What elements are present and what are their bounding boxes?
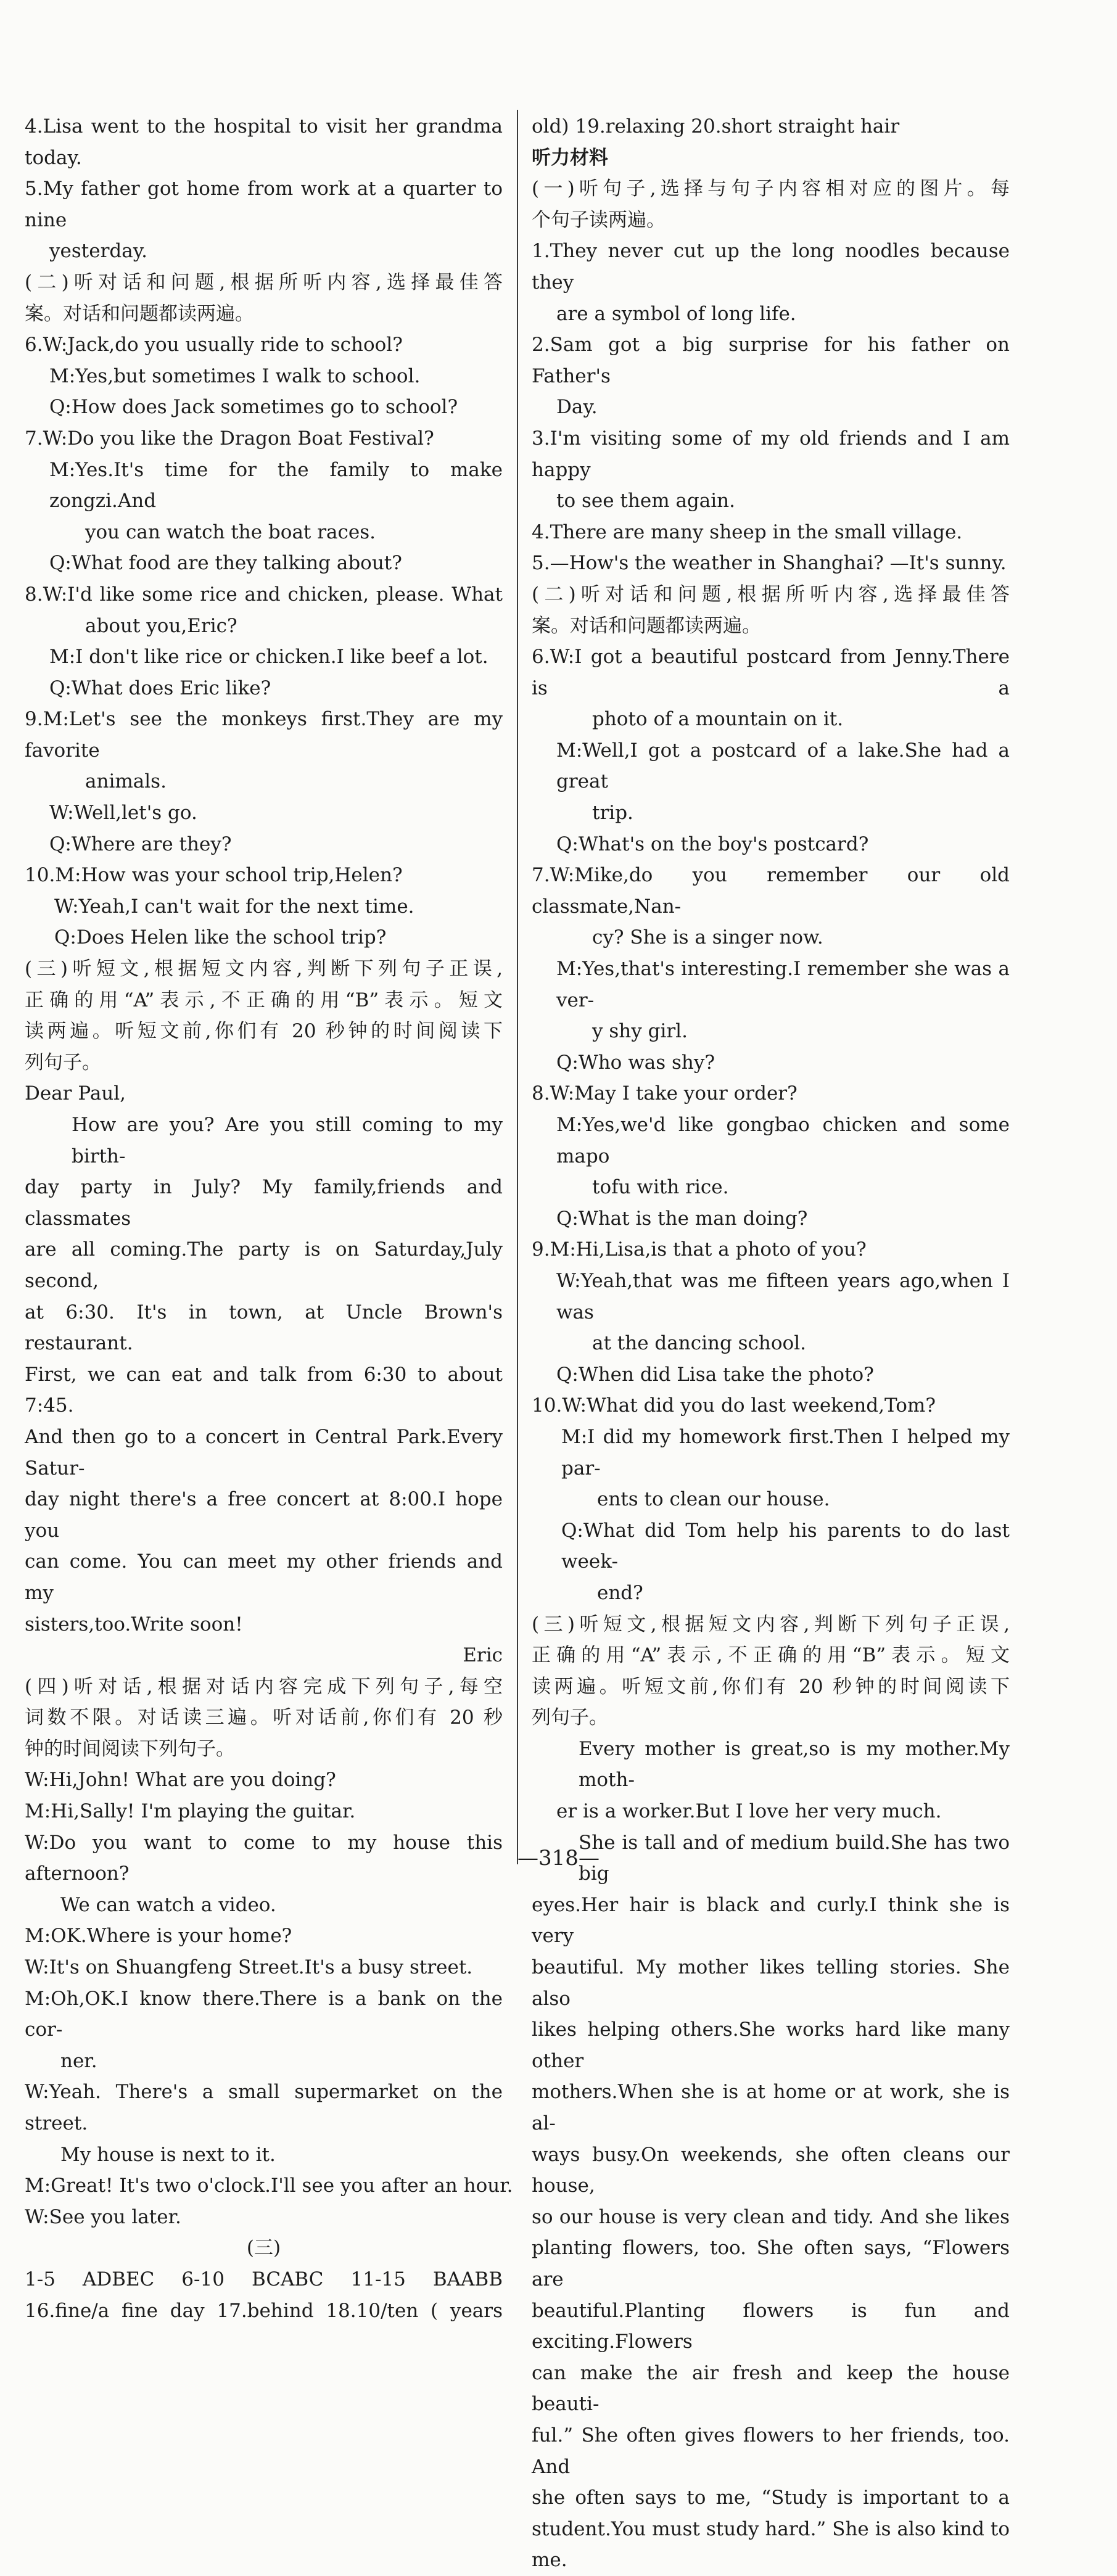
text-line: M:Yes,we'd like gongbao chicken and some mapo: [556, 1114, 1010, 1167]
text-line: 1.They never cut up the long noodles because they: [532, 240, 1010, 294]
text-line: 4.Lisa went to the hospital to visit her grandma today.: [25, 115, 503, 169]
page-number: —318—: [517, 1846, 600, 1870]
text-line: We can watch a video.: [60, 1893, 276, 1916]
text-line: 9.M:Let's see the monkeys first.They are my favorite: [25, 708, 503, 762]
text-line: 列句子。: [25, 1051, 101, 1074]
text-line: 听力材料: [532, 146, 608, 169]
text-line: Q:Who was shy?: [556, 1051, 715, 1074]
text-line: (二)听对话和问题,根据所听内容,选择最佳答: [532, 583, 1010, 606]
text-line: 个句子读两遍。: [532, 208, 666, 231]
text-line: beautiful. My mother likes telling stories. She also: [532, 1956, 1010, 2010]
text-line: 列句子。: [532, 1706, 608, 1729]
text-line: Q:How does Jack sometimes go to school?: [49, 396, 458, 419]
text-line: 7.W:Do you like the Dragon Boat Festival?: [25, 427, 434, 450]
text-line: First, we can eat and talk from 6:30 to about 7:45.: [25, 1363, 503, 1417]
text-line: M:I did my homework first.Then I helped my par-: [561, 1425, 1010, 1479]
text-line: W:Yeah,that was me fifteen years ago,when I was: [556, 1269, 1010, 1323]
text-line: ner.: [60, 2049, 97, 2072]
text-line: at 6:30. It's in town, at Uncle Brown's restaurant.: [25, 1301, 503, 1355]
text-line: likes helping others.She works hard like many other: [532, 2018, 1010, 2072]
text-line: so our house is very clean and tidy. And she likes: [532, 2205, 1010, 2228]
text-line: can make the air fresh and keep the house beauti-: [532, 2361, 1010, 2416]
text-line: W:Yeah. There's a small supermarket on the street.: [25, 2081, 503, 2134]
text-line: M:Hi,Sally! I'm playing the guitar.: [25, 1800, 356, 1823]
text-line: Day.: [556, 396, 598, 419]
text-line: W:Do you want to come to my house this afternoon?: [25, 1831, 503, 1885]
column-divider: [517, 110, 518, 1864]
text-line: Dear Paul,: [25, 1082, 126, 1105]
text-line: M:Oh,OK.I know there.There is a bank on the cor-: [25, 1987, 503, 2041]
text-line: are a symbol of long life.: [556, 302, 796, 325]
text-line: 9.M:Hi,Lisa,is that a photo of you?: [532, 1238, 867, 1261]
text-line: M:Yes.It's time for the family to make zongzi.And: [49, 458, 503, 512]
text-line: planting flowers, too. She often says, “Flowers are: [532, 2237, 1010, 2290]
text-line: are all coming.The party is on Saturday,July second,: [25, 1238, 503, 1292]
text-line: end?: [597, 1581, 643, 1604]
text-line: she often says to me, “Study is important to a: [532, 2487, 1010, 2509]
text-line: day party in July? My family,friends and classmates: [25, 1176, 503, 1230]
text-line: you can watch the boat races.: [85, 521, 376, 543]
text-line: 8.W:May I take your order?: [532, 1082, 798, 1105]
text-line: day night there's a free concert at 8:00.I hope you: [25, 1488, 503, 1542]
text-line: (四)听对话,根据对话内容完成下列句子,每空: [25, 1675, 503, 1698]
text-line: 7.W:Mike,do you remember our old classmate,Nan-: [532, 864, 1010, 918]
text-line: (三): [246, 2237, 281, 2260]
left-column: [25, 111, 513, 2326]
text-line: cy? She is a singer now.: [592, 926, 823, 949]
text-line: about you,Eric?: [85, 614, 237, 637]
text-line: M:Great! It's two o'clock.I'll see you after an hour.: [25, 2175, 513, 2197]
text-line: to see them again.: [556, 490, 735, 512]
text-line: (一)听句子,选择与句子内容相对应的图片。每: [532, 178, 1010, 200]
text-line: animals.: [85, 770, 167, 793]
text-line: (三)听短文,根据短文内容,判断下列句子正误,: [25, 958, 503, 981]
text-line: 1-5 ADBEC 6-10 BCABC 11-15 BAABB: [25, 2268, 503, 2290]
text-line: Q:Does Helen like the school trip?: [54, 926, 387, 949]
text-line: sisters,too.Write soon!: [25, 1613, 243, 1636]
text-line: 钟的时间阅读下列句子。: [25, 1737, 235, 1760]
text-line: ful.” She often gives flowers to her friends, too. And: [532, 2424, 1010, 2478]
text-line: W:Well,let's go.: [49, 802, 197, 825]
text-line: 5.My father got home from work at a quarter to nine: [25, 178, 503, 231]
text-line: She is tall and of medium build.She has two big: [579, 1831, 1010, 1885]
text-line: 6.W:I got a beautiful postcard from Jenny.There is a: [532, 646, 1010, 699]
text-line: tofu with rice.: [592, 1176, 729, 1199]
text-line: Q:What did Tom help his parents to do last week-: [561, 1519, 1010, 1573]
text-line: M:Yes,but sometimes I walk to school.: [49, 364, 421, 387]
text-line: beautiful.Planting flowers is fun and exciting.Flowers: [532, 2299, 1010, 2353]
text-line: W:Yeah,I can't wait for the next time.: [54, 895, 414, 918]
text-line: 案。对话和问题都读两遍。: [25, 302, 254, 325]
text-line: Every mother is great,so is my mother.My moth-: [579, 1737, 1010, 1792]
text-line: 正确的用“A”表示,不正确的用“B”表示。短文: [532, 1644, 1010, 1667]
right-column: [532, 111, 1010, 2576]
text-line: How are you? Are you still coming to my birth-: [72, 1114, 503, 1167]
text-line: can come. You can meet my other friends and my: [25, 1550, 503, 1604]
text-line: 16.fine/a fine day 17.behind 18.10/ten ( years: [25, 2299, 503, 2322]
text-line: W:Hi,John! What are you doing?: [25, 1769, 336, 1792]
text-line: old) 19.relaxing 20.short straight hair: [532, 115, 900, 138]
text-line: Q:What's on the boy's postcard?: [556, 833, 869, 855]
text-line: 10.W:What did you do last weekend,Tom?: [532, 1394, 936, 1417]
text-line: 8.W:I'd like some rice and chicken, please. What: [25, 583, 503, 606]
text-line: 6.W:Jack,do you usually ride to school?: [25, 334, 403, 356]
text-line: 2.Sam got a big surprise for his father on Father's: [532, 334, 1010, 387]
text-line: W:See you later.: [25, 2205, 181, 2228]
text-line: y shy girl.: [592, 1020, 688, 1043]
text-line: ways busy.On weekends, she often cleans our house,: [532, 2143, 1010, 2197]
text-line: W:It's on Shuangfeng Street.It's a busy street.: [25, 1956, 473, 1979]
text-line: M:I don't like rice or chicken.I like beef a lot.: [49, 646, 488, 669]
text-line: 读两遍。听短文前,你们有 20 秒钟的时间阅读下: [25, 1020, 503, 1043]
text-line: yesterday.: [49, 240, 147, 263]
text-line: Q:Where are they?: [49, 833, 232, 855]
text-line: (二)听对话和问题,根据所听内容,选择最佳答: [25, 271, 503, 294]
text-line: Eric: [463, 1644, 503, 1667]
text-line: M:Well,I got a postcard of a lake.She had a great: [556, 739, 1010, 793]
text-line: 读两遍。听短文前,你们有 20 秒钟的时间阅读下: [532, 1675, 1010, 1698]
text-line: mothers.When she is at home or at work, she is al-: [532, 2081, 1010, 2134]
text-line: (三)听短文,根据短文内容,判断下列句子正误,: [532, 1613, 1010, 1636]
text-line: 3.I'm visiting some of my old friends and I am happy: [532, 427, 1010, 481]
text-line: 4.There are many sheep in the small village.: [532, 521, 963, 543]
text-line: Q:When did Lisa take the photo?: [556, 1363, 874, 1386]
text-line: Q:What food are they talking about?: [49, 552, 402, 575]
text-line: Q:What does Eric like?: [49, 677, 271, 699]
text-line: eyes.Her hair is black and curly.I think she is very: [532, 1893, 1010, 1948]
text-line: And then go to a concert in Central Park.Every Satur-: [25, 1425, 503, 1479]
text-line: ents to clean our house.: [597, 1488, 830, 1511]
text-line: Q:What is the man doing?: [556, 1207, 808, 1230]
text-line: er is a worker.But I love her very much.: [556, 1800, 942, 1823]
text-line: at the dancing school.: [592, 1332, 806, 1355]
text-line: student.You must study hard.” She is also kind to me.: [532, 2517, 1010, 2572]
text-line: photo of a mountain on it.: [592, 708, 844, 731]
text-line: My house is next to it.: [60, 2143, 276, 2166]
text-line: M:OK.Where is your home?: [25, 1925, 292, 1948]
text-line: M:Yes,that's interesting.I remember she was a ver-: [556, 958, 1010, 1011]
text-line: trip.: [592, 802, 633, 825]
text-line: 案。对话和问题都读两遍。: [532, 614, 761, 637]
text-line: 10.M:How was your school trip,Helen?: [25, 864, 403, 887]
text-line: 词数不限。对话读三遍。听对话前,你们有 20 秒: [25, 1706, 503, 1729]
text-line: 正确的用“A”表示,不正确的用“B”表示。短文: [25, 989, 503, 1011]
text-line: 5.—How's the weather in Shanghai? —It's sunny.: [532, 552, 1007, 575]
